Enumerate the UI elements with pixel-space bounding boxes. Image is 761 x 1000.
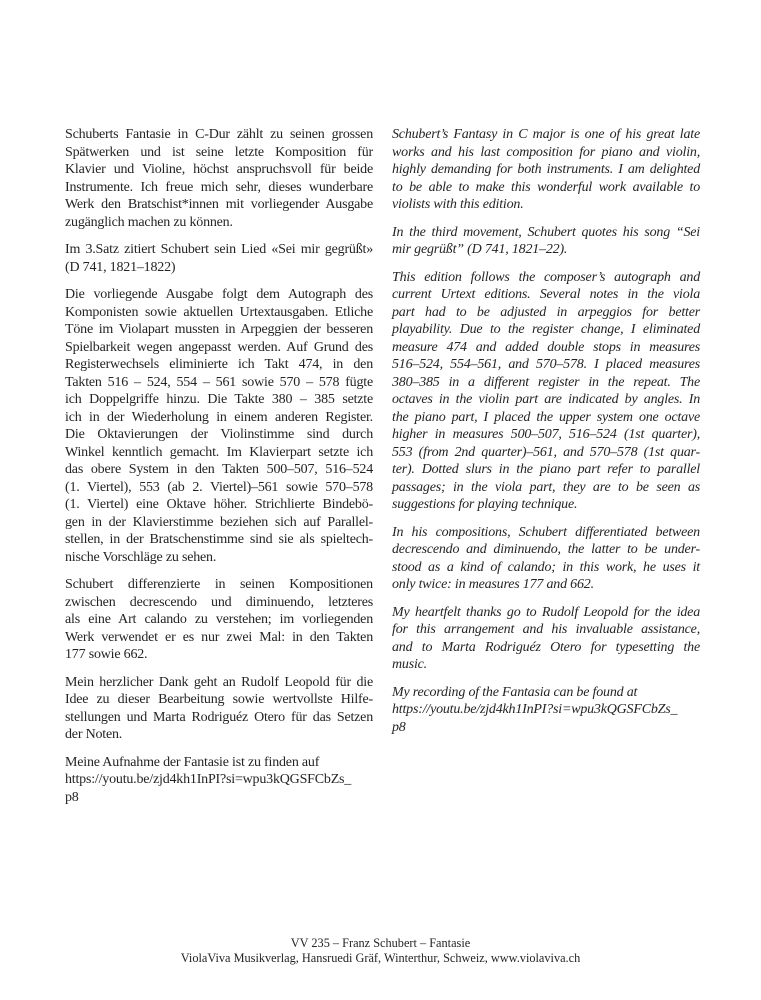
german-paragraph-1 [65,126,373,231]
text-line: (D 741, 1821–1822) [65,259,176,275]
footer-catalog-line: VV 235 – Franz Schubert – Fantasie [290,936,471,950]
text-line: decrescendo and diminuendo, the latter to be under- [392,542,700,557]
text-line: measure 474 and added double stops in measures [392,339,700,355]
text-line: Instrumente. Ich freue mich sehr, dieses wunderbare [65,179,373,195]
text-line: to be able to make this wonderful work available to [392,179,700,195]
text-line: stellen, in der Bratschenstimme sind sie als spieltech- [65,532,373,547]
text-line: 516–524, 554–561, and 570–578. I placed measures [392,357,700,372]
english-paragraph-6 [392,684,700,737]
text-line: der Noten. [65,727,123,742]
text-line: Werk den Bratschist*innen mit vorliegender Ausgabe [65,197,373,212]
text-line: Töne im Violapart mussten in Arpeggien der besseren [65,322,373,337]
text-line: Komponisten sowie aktuellen Urtextausgaben. Etliche [65,304,373,320]
text-line: Im 3.Satz zitiert Schubert sein Lied «Sei mir gegrüßt» [65,242,373,257]
german-paragraph-5 [65,674,373,744]
german-paragraph-3 [65,286,373,566]
text-line: My recording of the Fantasia can be found at [392,684,638,700]
text-line: nische Vorschläge zu sehen. [65,549,217,565]
text-line: current Urtext editions. Several notes in the viola [392,287,700,302]
text-line: (1. Viertel) eine Oktave höher. Strichlierte Bindebö- [65,497,373,512]
text-line: (1. Viertel), 553 (ab 2. Viertel)–561 sowie 570–578 [65,479,373,495]
footer-publisher-line: ViolaViva Musikverlag, Hansruedi Gräf, Winterthur, Schweiz, www.violaviva.ch [180,950,581,965]
text-line: Winkel kenntlich gemacht. Im Klavierpart setzte ich [65,444,373,460]
text-line: stood as a kind of calando; in this work, he uses it [392,559,700,575]
text-line: In the third movement, Schubert quotes his song “Sei [392,224,700,240]
text-line: the piano part, I placed the upper system one octave [392,409,700,425]
text-line: In his compositions, Schubert differentiated between [392,524,700,540]
text-line: octaves in the violin part are indicated by angles. In [392,392,700,407]
text-line: playability. Due to the register change, I eliminated [392,322,700,337]
text-line: violists with this edition. [392,197,524,212]
text-line: p8 [65,789,79,805]
text-line: Schubert’s Fantasy in C major is one of his great late [392,127,700,142]
english-column [392,126,700,806]
text-line: Takten 516 – 524, 554 – 561 sowie 570 – 578 fügte [65,374,373,390]
text-line: ter). Dotted slurs in the piano part refer to parallel [392,462,700,477]
english-paragraph-4 [392,524,700,594]
german-column [65,126,373,806]
text-line: Die Oktavierungen der Violinstimme sind durch [65,427,373,442]
text-line: music. [392,657,427,672]
english-paragraph-1 [392,126,700,214]
english-paragraph-3 [392,269,700,514]
text-line: Registerwechsels eliminierte ich Takt 474, in den [65,357,373,372]
text-line: suggestions for playing technique. [392,497,578,512]
text-line: 553 (from 2nd quarter)–561, and 570–578 (1st quar- [392,444,700,460]
text-line: for this arrangement and his invaluable assistance, [392,622,700,637]
text-line: ich Doppelgriffe hinzu. Die Takte 380 – 385 setzte [65,392,373,407]
text-line: only twice: in measures 177 and 662. [392,577,594,592]
german-paragraph-4 [65,576,373,664]
text-line: This edition follows the composer’s autograph and [392,269,700,285]
text-line: 177 sowie 662. [65,647,148,662]
text-line: works and his last composition for piano and violin, [392,144,700,160]
text-line: Die vorliegende Ausgabe folgt dem Autograph des [65,287,373,302]
text-line: passages; in the viola part, they are to be seen as [392,479,700,495]
text-line: Schuberts Fantasie in C-Dur zählt zu seinen grossen [65,127,373,142]
german-paragraph-2 [65,241,373,276]
text-line: Idee zu dieser Bearbeitung sowie wertvollste Hilfe- [65,692,373,707]
text-line: Mein herzlicher Dank geht an Rudolf Leopold für die [65,674,373,690]
text-line: and to Marta Rodriguéz Otero for typesetting the [392,639,700,655]
text-line: Klavier und Violine, höchst anspruchsvoll für beide [65,162,373,177]
text-line: zwischen decrescendo und diminuendo, letzteres [65,594,373,610]
text-line: zugänglich machen zu können. [65,214,233,230]
english-paragraph-5 [392,604,700,674]
text-line: Werk verwendet er es nur zwei Mal: in den Takten [65,629,373,645]
text-line: ich in der Wiederholung in einem anderen Register. [65,409,373,425]
youtube-link[interactable]: https://youtu.be/zjd4kh1InPI?si=wpu3kQGSFCbZs_ [392,702,678,717]
text-line: highly demanding for both instruments. I am delighted [392,162,700,177]
text-line: das obere System in den Takten 500–507, 516–524 [65,462,373,477]
youtube-link[interactable]: https://youtu.be/zjd4kh1InPI?si=wpu3kQGSFCbZs_ [65,772,352,787]
text-line: Meine Aufnahme der Fantasie ist zu finden auf [65,754,320,770]
text-line: mir gegrüßt” (D 741, 1821–22). [392,242,568,257]
english-paragraph-2 [392,224,700,259]
text-line: Spätwerken und ist seine letzte Komposition für [65,144,373,160]
text-line: stellungen und Marta Rodriguéz Otero für das Setzen [65,709,373,725]
text-line: Schubert differenzierte in seinen Kompositionen [65,577,373,592]
text-line: gen in der Klavierstimme beziehen sich auf Parallel- [65,514,373,530]
text-line: als eine Art calando zu verstehen; im vorliegenden [65,612,373,627]
text-line: My heartfelt thanks go to Rudolf Leopold for the idea [392,604,700,620]
footer [0,936,761,965]
german-paragraph-6 [65,754,373,807]
two-column-text-block [65,126,701,806]
text-line: 380–385 in a different register in the repeat. The [392,374,700,390]
text-line: Spielbarkeit wegen angepasst werden. Auf Grund des [65,339,373,355]
text-line: part had to be adjusted in arpeggios for better [392,304,700,320]
text-line: higher in measures 500–507, 516–524 (1st quarter), [392,427,700,442]
text-line: p8 [392,719,406,735]
